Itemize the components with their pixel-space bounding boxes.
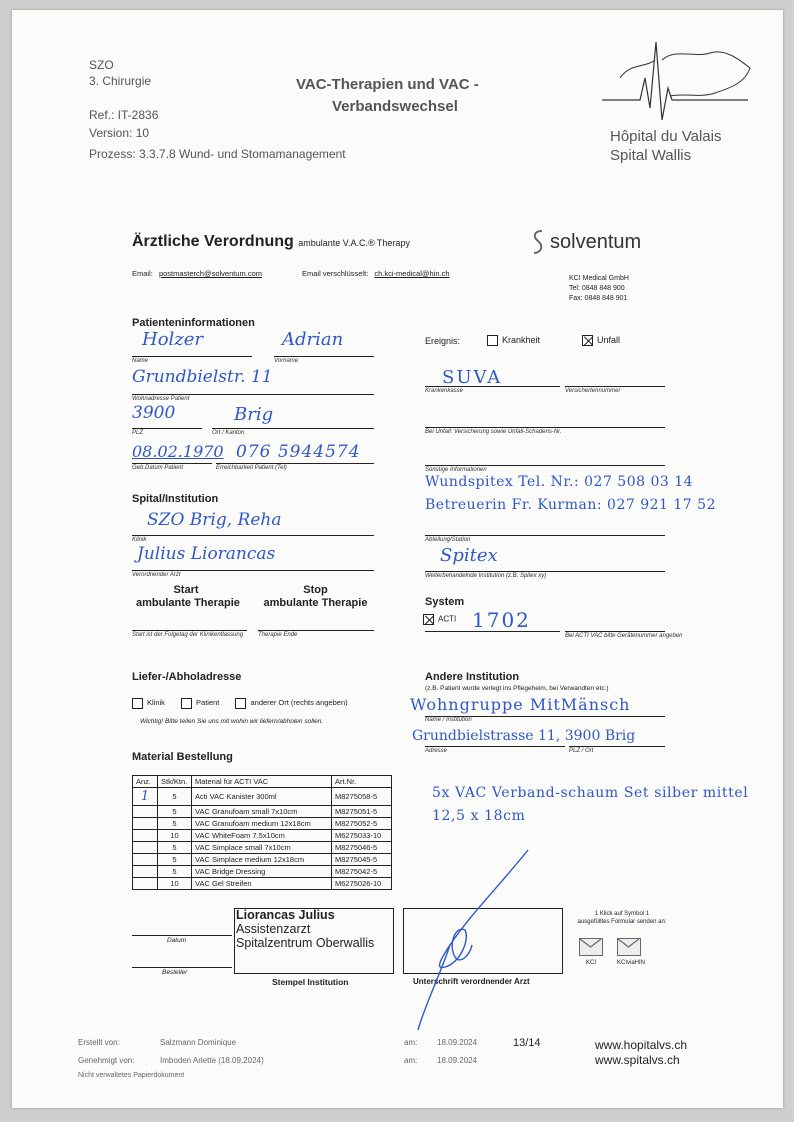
header-anz: Anz. — [133, 776, 158, 788]
verordnender-arzt: Julius Liorancas — [137, 544, 276, 564]
acti-option[interactable] — [423, 614, 456, 625]
doc-title-line2: Verbandswechsel — [332, 98, 458, 115]
stamp-line3: Spitalzentrum Oberwallis — [236, 936, 375, 950]
row-anz[interactable] — [133, 806, 158, 818]
row-stk: 5 — [158, 806, 192, 818]
form-title: Ärztliche Verordnung — [132, 233, 294, 250]
row-anz[interactable] — [133, 854, 158, 866]
system-section-title: System — [425, 596, 465, 608]
am-label2: am: — [404, 1056, 418, 1065]
row-art: M8275058-5 — [332, 788, 392, 806]
unfall-checkbox[interactable] — [582, 335, 593, 346]
acti-line — [425, 631, 560, 632]
send-line2: ausgefülltes Formular senden an: — [577, 919, 667, 925]
unfall-option[interactable] — [582, 335, 620, 346]
unfall-line — [425, 427, 665, 428]
andere-plz-line — [569, 746, 665, 747]
brand-name: solventum — [550, 230, 642, 253]
cap-acti: Bei ACTI VAC bitte Gerätenummer angeben — [565, 633, 683, 639]
row-name: VAC Granufoam small 7x10cm — [192, 806, 332, 818]
form-title-block — [132, 233, 410, 251]
email-label: Email: — [132, 269, 153, 278]
send-kci-button[interactable] — [579, 938, 603, 966]
patient-plz: 3900 — [132, 403, 176, 423]
erstellt-name: Salzmann Dominique — [160, 1038, 237, 1047]
unterschrift-label: Unterschrift verordnender Arzt — [413, 977, 530, 986]
table-row — [133, 830, 392, 842]
ref-number: Ref.: IT-2836 — [89, 108, 159, 122]
start-therapie-label — [136, 584, 240, 610]
patient-ort: Brig — [234, 404, 274, 425]
stop-l1: Stop — [303, 584, 328, 596]
table-row — [133, 818, 392, 830]
liefer-anderer-option[interactable] — [235, 698, 347, 707]
cap-abteilung: Abteilung/Station — [425, 537, 471, 543]
dept-line1: SZO — [89, 58, 114, 72]
cap-andere-adresse: Adresse — [425, 748, 448, 754]
material-header-row — [133, 776, 392, 788]
datum-line — [132, 935, 232, 936]
cap-stop: Therapie Ende — [258, 632, 298, 638]
row-art: M8275046-5 — [332, 842, 392, 854]
stamp-line1: Liorancas Julius — [236, 908, 335, 922]
genehmigt-label: Genehmigt von: — [78, 1056, 135, 1065]
cap-phone: Erreichbarkeit Patient (Tel) — [216, 465, 287, 471]
dept-line2: 3. Chirurgie — [89, 74, 152, 88]
material-section-title: Material Bestellung — [132, 751, 233, 763]
phone-line — [216, 463, 374, 464]
cap-ort: Ort / Kanton — [212, 430, 245, 436]
material-note-line2: 12,5 x 18cm — [432, 808, 526, 824]
company-tel: Tel: 0848 848 900 — [569, 285, 625, 292]
row-name: VAC WhiteFoam 7.5x10cm — [192, 830, 332, 842]
liefer-options — [132, 698, 348, 709]
cap-unfall: Bei Unfall: Versicherung sowie Unfall-Schadens-Nr. — [425, 429, 562, 435]
row-anz[interactable] — [133, 818, 158, 830]
table-row — [133, 806, 392, 818]
cap-start: Start ist der Folgetag der Klinikentlassung — [132, 632, 244, 638]
row-stk: 10 — [158, 878, 192, 890]
doc-title-line1: VAC-Therapien und VAC - — [296, 76, 479, 93]
ereignis-label: Ereignis: — [425, 336, 461, 346]
krankheit-checkbox[interactable] — [487, 335, 498, 346]
header-artnr: Art.Nr. — [332, 776, 392, 788]
krankheit-option[interactable] — [487, 335, 540, 346]
cap-vorname: Vorname — [274, 358, 299, 364]
signature-scribble — [410, 845, 540, 1035]
erstellt-label: Erstellt von: — [78, 1038, 120, 1047]
cap-sonst: Sonstige Informationen — [425, 467, 487, 473]
cap-vers: Versichertennummer — [565, 388, 621, 394]
plz-line — [132, 428, 202, 429]
send-instructions — [572, 910, 672, 926]
krankheit-label: Krankheit — [502, 335, 541, 345]
cap-plz: PLZ — [132, 430, 144, 436]
row-stk: 5 — [158, 854, 192, 866]
email-enc-line — [302, 269, 450, 278]
table-row — [133, 854, 392, 866]
genehmigt-name: Imboden Arlette (18.09.2024) — [160, 1056, 264, 1065]
liefer-patient-label: Patient — [196, 698, 220, 708]
form-subtitle: ambulante V.A.C.® Therapy — [298, 238, 410, 248]
sonst-line — [425, 465, 665, 466]
kci-label: KCI — [585, 960, 596, 966]
company-info — [569, 274, 629, 304]
geraetenummer: 1702 — [472, 608, 531, 632]
page-number: 13/14 — [513, 1037, 541, 1049]
date2: 18.09.2024 — [437, 1056, 478, 1065]
stamp-text — [236, 908, 374, 950]
weiterbehandelnde: Spitex — [440, 545, 498, 566]
row-stk: 5 — [158, 818, 192, 830]
row-name: VAC Simplace small 7x10cm — [192, 842, 332, 854]
row-name: VAC Granufoam medium 12x18cm — [192, 818, 332, 830]
web-link-de[interactable]: www.spitalvs.ch — [595, 1053, 680, 1067]
material-table — [132, 775, 392, 890]
cap-andere-name: Name / Institution — [425, 717, 472, 723]
patient-dob: 08.02.1970 — [132, 442, 224, 461]
liefer-patient-option[interactable] — [181, 698, 219, 707]
table-row — [133, 842, 392, 854]
patient-phone: 076 5944574 — [236, 442, 361, 462]
abteilung-line — [425, 535, 665, 536]
spital-section-title: Spital/Institution — [132, 493, 219, 505]
ort-line — [212, 428, 374, 429]
company-name: KCI Medical GmbH — [569, 275, 629, 282]
liefer-section-title: Liefer-/Abholadresse — [132, 671, 242, 683]
unfall-label: Unfall — [597, 335, 621, 345]
liefer-klinik-label: Klinik — [147, 698, 165, 708]
kci-hin-label: KCIviaHIN — [617, 960, 646, 966]
row-name: VAC Gel Streifen — [192, 878, 332, 890]
row-art: M8275052-5 — [332, 818, 392, 830]
andere-address: Grundbielstrasse 11, 3900 Brig — [412, 728, 636, 744]
besteller-label: Besteller — [162, 969, 188, 976]
liefer-note: Wichtig! Bitte teilen Sie uns mit wohin wir liefern/abholen sollen. — [140, 718, 324, 725]
liefer-klinik-option[interactable] — [132, 698, 165, 707]
acti-label: ACTI — [438, 614, 457, 624]
vers-line — [565, 386, 665, 387]
date1: 18.09.2024 — [437, 1038, 478, 1047]
cap-andere-plz: PLZ / Ort — [569, 748, 594, 754]
liefer-klinik-checkbox[interactable] — [132, 698, 143, 709]
liefer-anderer-checkbox[interactable] — [235, 698, 246, 709]
datum-label: Datum — [167, 937, 187, 944]
row-stk: 5 — [158, 842, 192, 854]
email-enc-link[interactable]: ch.kci-medical@hin.ch — [374, 269, 450, 278]
row-stk: 5 — [158, 866, 192, 878]
table-row — [133, 788, 392, 806]
row-stk: 5 — [158, 788, 192, 806]
row-art: M8275051-5 — [332, 806, 392, 818]
hospital-name-de: Spital Wallis — [610, 147, 692, 164]
cap-weiter: Weiterbehandelnde Institution (z.B. Spitex xy) — [425, 573, 547, 579]
start-l1: Start — [173, 584, 199, 596]
table-row — [133, 878, 392, 890]
email-link[interactable]: postmasterch@solventum.com — [158, 269, 263, 278]
am-label1: am: — [404, 1038, 418, 1047]
row-anz[interactable] — [133, 878, 158, 890]
klinik-line — [132, 535, 374, 536]
cap-name: Name — [132, 358, 149, 364]
header-stk: Stk/Ktn. — [158, 776, 192, 788]
cap-klinik: Klinik — [132, 537, 147, 543]
liefer-patient-checkbox[interactable] — [181, 698, 192, 709]
weiter-line — [425, 571, 665, 572]
start-l2: ambulante Therapie — [136, 597, 240, 609]
andere-address-line — [425, 746, 565, 747]
row-anz[interactable] — [133, 830, 158, 842]
patient-section-title: Patienteninformationen — [132, 317, 255, 329]
hospital-logo-icon — [600, 38, 760, 128]
email-line — [132, 269, 262, 278]
besteller-line — [132, 967, 232, 968]
solventum-s-icon — [529, 228, 547, 256]
document-page — [12, 10, 783, 1108]
dob-line — [132, 463, 212, 464]
patient-name: Holzer — [142, 329, 204, 350]
papier-note: Nicht verwaltetes Papierdokument — [78, 1072, 185, 1079]
send-line1: 1 Klick auf Symbol 1 — [594, 911, 650, 917]
stop-therapie-label — [258, 584, 373, 610]
row-stk: 10 — [158, 830, 192, 842]
row-art: M8275045-5 — [332, 854, 392, 866]
company-fax: Fax: 0848 848 901 — [569, 295, 628, 302]
cap-dob: Geb.Datum Patient — [132, 465, 184, 471]
acti-line2 — [565, 631, 665, 632]
cap-arzt: Verordnender Arzt — [132, 572, 181, 578]
krankenkasse: SUVA — [442, 367, 503, 388]
solventum-logo — [529, 228, 641, 256]
arzt-line — [132, 570, 374, 571]
row-art: M6275026-10 — [332, 878, 392, 890]
row-name: VAC Simplace medium 12x18cm — [192, 854, 332, 866]
andere-name: Wohngruppe MitMänsch — [410, 695, 631, 714]
envelope-icon — [579, 938, 603, 956]
row-name: VAC Bridge Dressing — [192, 866, 332, 878]
row-art: M8275042-5 — [332, 866, 392, 878]
cap-address: Wohnadresse Patient — [132, 396, 190, 402]
row-name: Acti VAC Kanister 300ml — [192, 788, 332, 806]
info-line1: Wundspitex Tel. Nr.: 027 508 03 14 — [425, 474, 694, 490]
row-art: M6275033-10 — [332, 830, 392, 842]
row-anz[interactable] — [133, 842, 158, 854]
vorname-line — [274, 356, 374, 357]
email-enc-label: Email verschlüsselt: — [302, 269, 369, 278]
send-kci-hin-button[interactable] — [617, 938, 645, 966]
kk-line — [425, 386, 560, 387]
patient-vorname: Adrian — [282, 329, 344, 350]
row-anz[interactable] — [133, 866, 158, 878]
web-link-fr[interactable]: www.hopitalvs.ch — [595, 1038, 688, 1052]
cap-kk: Krankenkasse — [425, 388, 464, 394]
header-material: Material für ACTI VAC — [192, 776, 332, 788]
info-line2: Betreuerin Fr. Kurman: 027 921 17 52 — [425, 497, 716, 513]
stop-l2: ambulante Therapie — [263, 597, 368, 609]
prozess: Prozess: 3.3.7.8 Wund- und Stomamanagement — [89, 147, 346, 161]
klinik: SZO Brig, Reha — [147, 510, 282, 530]
andere-section-title: Andere Institution — [425, 671, 520, 683]
stempel-label: Stempel Institution — [272, 977, 349, 987]
liefer-anderer-label: anderer Ort (rechts angeben) — [250, 698, 348, 708]
acti-checkbox[interactable] — [423, 614, 434, 625]
start-line — [132, 630, 247, 631]
row-anz[interactable]: 1 — [133, 788, 158, 806]
andere-note: (z.B. Patient wurde verlegt ins Pflegeheim, bei Verwandten etc.) — [425, 685, 609, 692]
name-line — [132, 356, 252, 357]
material-note-line1: 5x VAC Verband-schaum Set silber mittel — [432, 785, 749, 801]
stop-line — [258, 630, 374, 631]
hospital-name-fr: Hôpital du Valais — [610, 128, 722, 145]
table-row — [133, 866, 392, 878]
envelope-icon — [617, 938, 641, 956]
patient-address: Grundbielstr. 11 — [132, 367, 273, 387]
version: Version: 10 — [89, 126, 150, 140]
stamp-line2: Assistenzarzt — [236, 922, 311, 936]
address-line — [132, 394, 374, 395]
